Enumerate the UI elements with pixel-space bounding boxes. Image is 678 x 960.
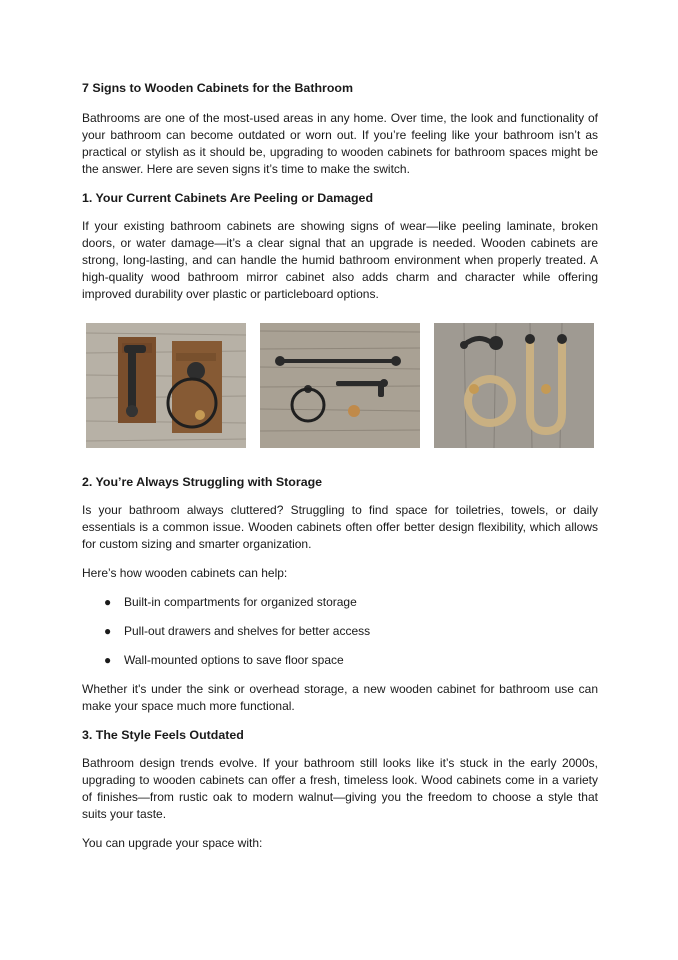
section-3-body: Bathroom design trends evolve. If your bathroom still looks like it’s stuck in the early 2000s, upgrading to wooden cabinets can offer a fresh, timeless look. Wood cabinets come in a variety of finishes—from rustic oak to modern walnut—giving you the freedom to choose a style that suits your taste. <box>82 756 598 821</box>
list-item-text: Wall-mounted options to save floor space <box>124 653 344 667</box>
section-2-lead: Here’s how wooden cabinets can help: <box>82 566 288 580</box>
list-item <box>82 623 598 639</box>
section-1-body: If your existing bathroom cabinets are showing signs of wear—like peeling laminate, broken doors, or water damage—it’s a clear signal that an upgrade is needed. Wooden cabinets are strong, long-lasting, and can handle the humid bathroom environment when properly treated. A high-quality wood bathroom mirror cabinet also adds charm and character while offering improved durability over plastic or particleboard options. <box>82 219 598 301</box>
section-2-body: Is your bathroom always cluttered? Struggling to find space for toiletries, towels, or daily essentials is a common issue. Wooden cabinets often offer better design flexibility, which allows for custom sizing and smarter organization. <box>82 503 598 551</box>
section-3-lead: You can upgrade your space with: <box>82 836 263 850</box>
list-item-text: Pull-out drawers and shelves for better access <box>124 624 371 638</box>
section-2-closing: Whether it's under the sink or overhead storage, a new wooden cabinet for bathroom use can make your space much more functional. <box>82 682 598 713</box>
toilet-paper-holder-and-towel-ring-photo <box>86 323 246 448</box>
document-page <box>82 80 598 864</box>
list-item <box>82 594 598 610</box>
towel-bar-set-photo <box>260 323 420 448</box>
bullet-icon: ● <box>104 624 112 638</box>
bullet-icon: ● <box>104 653 112 667</box>
section-1-heading: 1. Your Current Cabinets Are Peeling or Damaged <box>82 191 374 205</box>
intro-paragraph: Bathrooms are one of the most-used areas in any home. Over time, the look and functionality of your bathroom can become outdated or worn out. If you’re feeling like your bathroom isn’t as practical or stylish as it should be, upgrading to wooden cabinets for bathroom spaces might be the answer. Here are seven signs it’s time to make the switch. <box>82 111 598 176</box>
bullet-icon: ● <box>104 595 112 609</box>
product-photos <box>86 323 594 448</box>
section-3-heading: 3. The Style Feels Outdated <box>82 728 244 742</box>
list-item <box>82 652 598 668</box>
list-item-text: Built-in compartments for organized storage <box>124 595 357 609</box>
document-title: 7 Signs to Wooden Cabinets for the Bathroom <box>82 81 353 95</box>
section-2-heading: 2. You’re Always Struggling with Storage <box>82 475 323 489</box>
rope-hardware-set-photo <box>434 323 594 448</box>
benefits-list <box>82 594 598 668</box>
